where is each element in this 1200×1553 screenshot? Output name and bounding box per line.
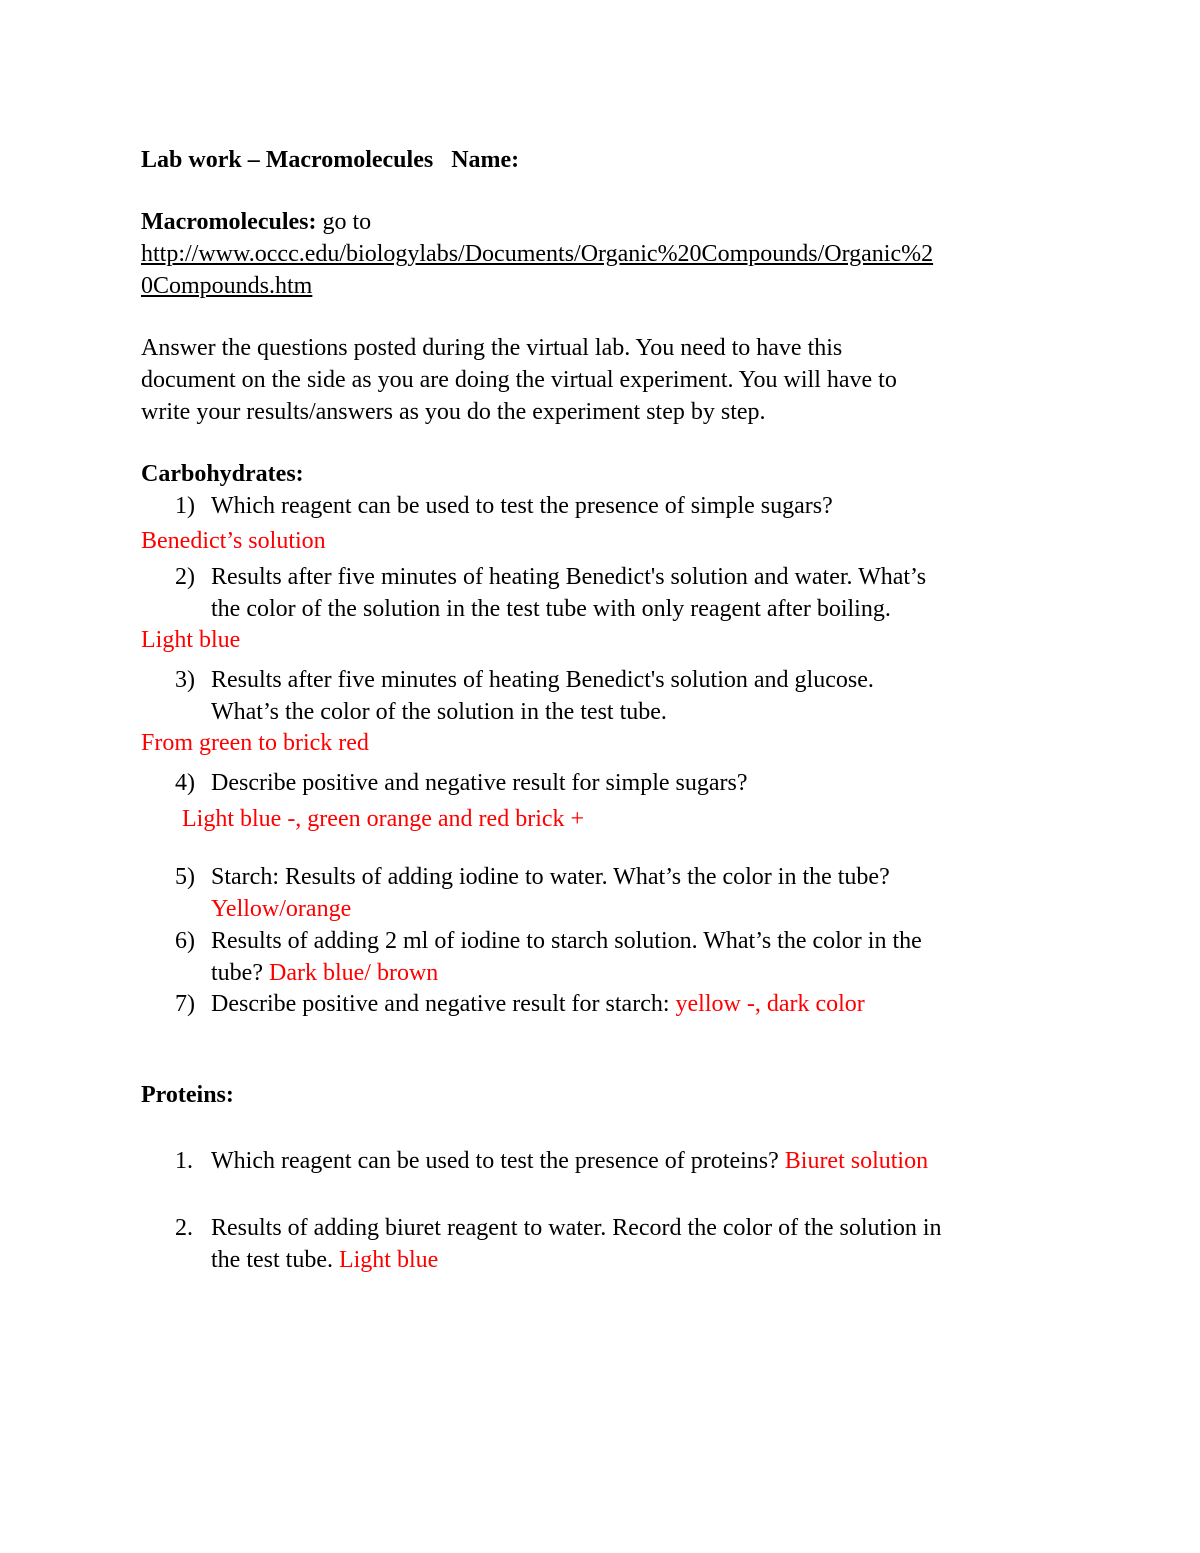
question-text: Results after five minutes of heating Benedict's solution and water. What’s	[211, 564, 927, 590]
intro-line	[141, 206, 371, 238]
carb-question-6	[175, 925, 922, 957]
protein-answer-2: Light blue	[338, 1247, 439, 1273]
document-title: Lab work – Macromolecules	[141, 147, 434, 173]
question-number: 4)	[175, 770, 195, 796]
question-number: 2.	[175, 1215, 193, 1241]
question-number: 3)	[175, 667, 195, 693]
question-number: 1.	[175, 1148, 193, 1174]
question-text: Describe positive and negative result for simple sugars?	[211, 770, 748, 796]
lab-url-link-part-2[interactable]: 0Compounds.htm	[141, 273, 313, 299]
protein-question-2-cont	[211, 1244, 438, 1276]
document-title-line	[141, 144, 519, 176]
question-text: Which reagent can be used to test the presence of proteins?	[211, 1148, 779, 1174]
question-text: Results of adding biuret reagent to water. Record the color of the solution in	[211, 1215, 942, 1241]
question-text: Which reagent can be used to test the presence of simple sugars?	[211, 493, 833, 519]
question-number: 7)	[175, 991, 195, 1017]
carb-question-3	[175, 664, 874, 696]
proteins-heading: Proteins:	[141, 1082, 234, 1108]
protein-question-1	[175, 1145, 928, 1177]
carb-question-7	[175, 988, 865, 1020]
question-number: 1)	[175, 493, 195, 519]
carb-answer-6: Dark blue/ brown	[268, 960, 439, 986]
protein-question-2	[175, 1212, 942, 1244]
question-text: Describe positive and negative result for starch:	[211, 991, 670, 1017]
carb-answer-3: From green to brick red	[141, 730, 369, 756]
instructions-line-3: write your results/answers as you do the experiment step by step.	[141, 399, 766, 425]
carb-answer-4: Light blue -, green orange and red brick +	[182, 806, 585, 832]
carb-answer-5: Yellow/orange	[211, 896, 352, 922]
carb-question-6-cont	[211, 957, 438, 989]
question-text: Results of adding 2 ml of iodine to starch solution. What’s the color in the	[211, 928, 922, 954]
carb-question-3-cont: What’s the color of the solution in the test tube.	[211, 699, 667, 725]
carb-question-4	[175, 767, 748, 799]
protein-answer-1: Biuret solution	[784, 1148, 929, 1174]
carb-question-1	[175, 490, 833, 522]
instructions-line-2: document on the side as you are doing the virtual experiment. You will have to	[141, 367, 897, 393]
question-number: 5)	[175, 864, 195, 890]
question-text: the test tube.	[211, 1247, 333, 1273]
goto-text: go to	[322, 209, 372, 235]
carb-answer-7: yellow -, dark color	[675, 991, 865, 1017]
carb-question-2	[175, 561, 926, 593]
lab-url-line-1[interactable]	[141, 238, 933, 270]
lab-url-link-part-1[interactable]: http://www.occc.edu/biologylabs/Documents/Organic%20Compounds/Organic%2	[141, 241, 934, 267]
instructions-line-1: Answer the questions posted during the virtual lab. You need to have this	[141, 335, 843, 361]
carb-answer-1: Benedict’s solution	[141, 528, 326, 554]
carb-question-2-cont: the color of the solution in the test tube with only reagent after boiling.	[211, 596, 891, 622]
carbohydrates-heading: Carbohydrates:	[141, 461, 304, 487]
question-number: 6)	[175, 928, 195, 954]
question-text: tube?	[211, 960, 263, 986]
name-label: Name:	[451, 147, 520, 173]
question-text: Starch: Results of adding iodine to water. What’s the color in the tube?	[211, 864, 890, 890]
lab-url-line-2[interactable]	[141, 270, 312, 302]
macromolecules-label: Macromolecules:	[141, 209, 317, 235]
carb-answer-2: Light blue	[141, 627, 241, 653]
question-text: Results after five minutes of heating Benedict's solution and glucose.	[211, 667, 874, 693]
carb-question-5	[175, 861, 890, 893]
question-number: 2)	[175, 564, 195, 590]
